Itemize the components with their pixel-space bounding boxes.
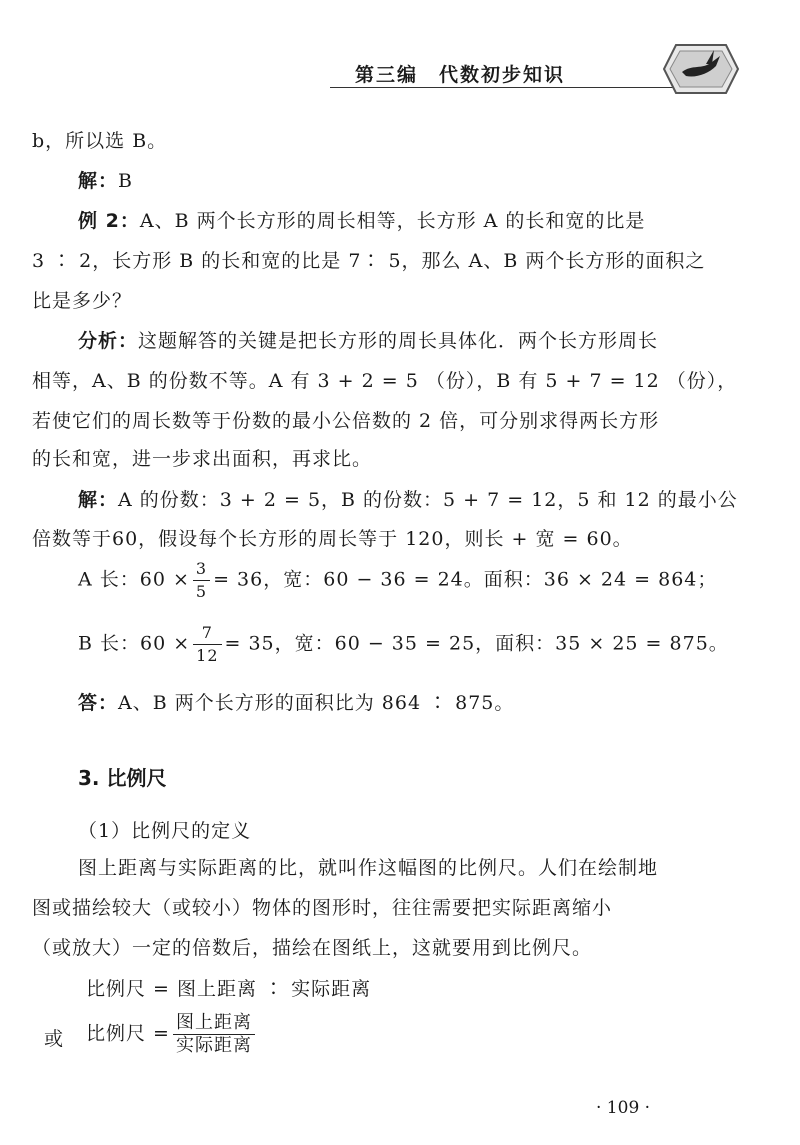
text-line: 或 (44, 1028, 65, 1050)
section-heading: 3. 比例尺 (78, 766, 167, 790)
text-line: 比是多少？ (32, 290, 133, 312)
formula-line (78, 622, 729, 667)
page-number: · 109 · (596, 1098, 651, 1118)
hexagon-bird-icon (662, 42, 740, 96)
formula-line: 比例尺 = 图上距离 ∶ 实际距离 (86, 978, 372, 1000)
fraction (193, 558, 210, 603)
conclusion-text: A、B 两个长方形的面积比为 864 ∶ 875。 (118, 692, 515, 714)
text-line: 相等，A、B 的份数不等。A 有 3 + 2 = 5 （份），B 有 5 + 7 = 12 （份）， (32, 370, 738, 392)
example-label: 例 2： (78, 210, 140, 232)
formula-line (78, 558, 717, 603)
formula-prefix: 比例尺 = (86, 1022, 170, 1045)
formula-suffix: = 35，宽：60 − 35 = 25，面积：35 × 25 = 875。 (224, 632, 729, 655)
example-text: A、B 两个长方形的周长相等，长方形 A 的长和宽的比是 (139, 210, 646, 232)
text-line: 图上距离与实际距离的比，就叫作这幅图的比例尺。人们在绘制地 (78, 857, 659, 879)
formula-prefix: B 长：60 × (78, 632, 191, 655)
text-line: 图或描绘较大（或较小）物体的图形时，往往需要把实际距离缩小 (32, 897, 613, 919)
analysis-label: 分析： (78, 330, 139, 352)
fraction-denominator: 5 (195, 582, 208, 601)
formula-line (86, 1012, 258, 1057)
formula-suffix: = 36，宽：60 − 36 = 24。面积：36 × 24 = 864； (213, 568, 718, 591)
fraction-numerator: 图上距离 (173, 1012, 255, 1035)
solution-label: 解： (78, 489, 119, 511)
text-line: 倍数等于60，假设每个长方形的周长等于 120，则长 + 宽 = 60。 (32, 528, 633, 550)
text-line (78, 485, 738, 512)
fraction-denominator: 12 (196, 646, 219, 665)
text-line (78, 688, 514, 715)
text-line (78, 206, 645, 233)
answer-text: B (118, 170, 133, 192)
analysis-text: 这题解答的关键是把长方形的周长具体化．两个长方形周长 (138, 330, 659, 352)
subsection-heading: （1）比例尺的定义 (78, 820, 252, 842)
fraction-numerator: 7 (193, 622, 221, 645)
fraction-numerator: 3 (193, 558, 210, 581)
text-line: 若使它们的周长数等于份数的最小公倍数的 2 倍，可分别求得两长方形 (32, 410, 660, 432)
formula-prefix: A 长：60 × (78, 568, 190, 591)
solution-text: A 的份数：3 + 2 = 5，B 的份数：5 + 7 = 12，5 和 12 的最小公 (118, 489, 738, 511)
conclusion-label: 答： (78, 692, 119, 714)
fraction (193, 622, 221, 667)
answer-label: 解： (78, 170, 119, 192)
page-header-title: 第三编 代数初步知识 (355, 64, 566, 86)
header-rule (330, 87, 690, 88)
text-line: （或放大）一定的倍数后，描绘在图纸上，这就要用到比例尺。 (32, 937, 593, 959)
fraction (173, 1012, 255, 1057)
fraction-denominator: 实际距离 (175, 1035, 252, 1056)
text-line: b，所以选 B。 (32, 130, 168, 152)
text-line: 3 ∶ 2，长方形 B 的长和宽的比是 7∶ 5，那么 A、B 两个长方形的面积之 (32, 250, 706, 272)
text-line: 的长和宽，进一步求出面积，再求比。 (32, 448, 373, 470)
text-line (78, 326, 658, 353)
text-line (78, 166, 133, 193)
